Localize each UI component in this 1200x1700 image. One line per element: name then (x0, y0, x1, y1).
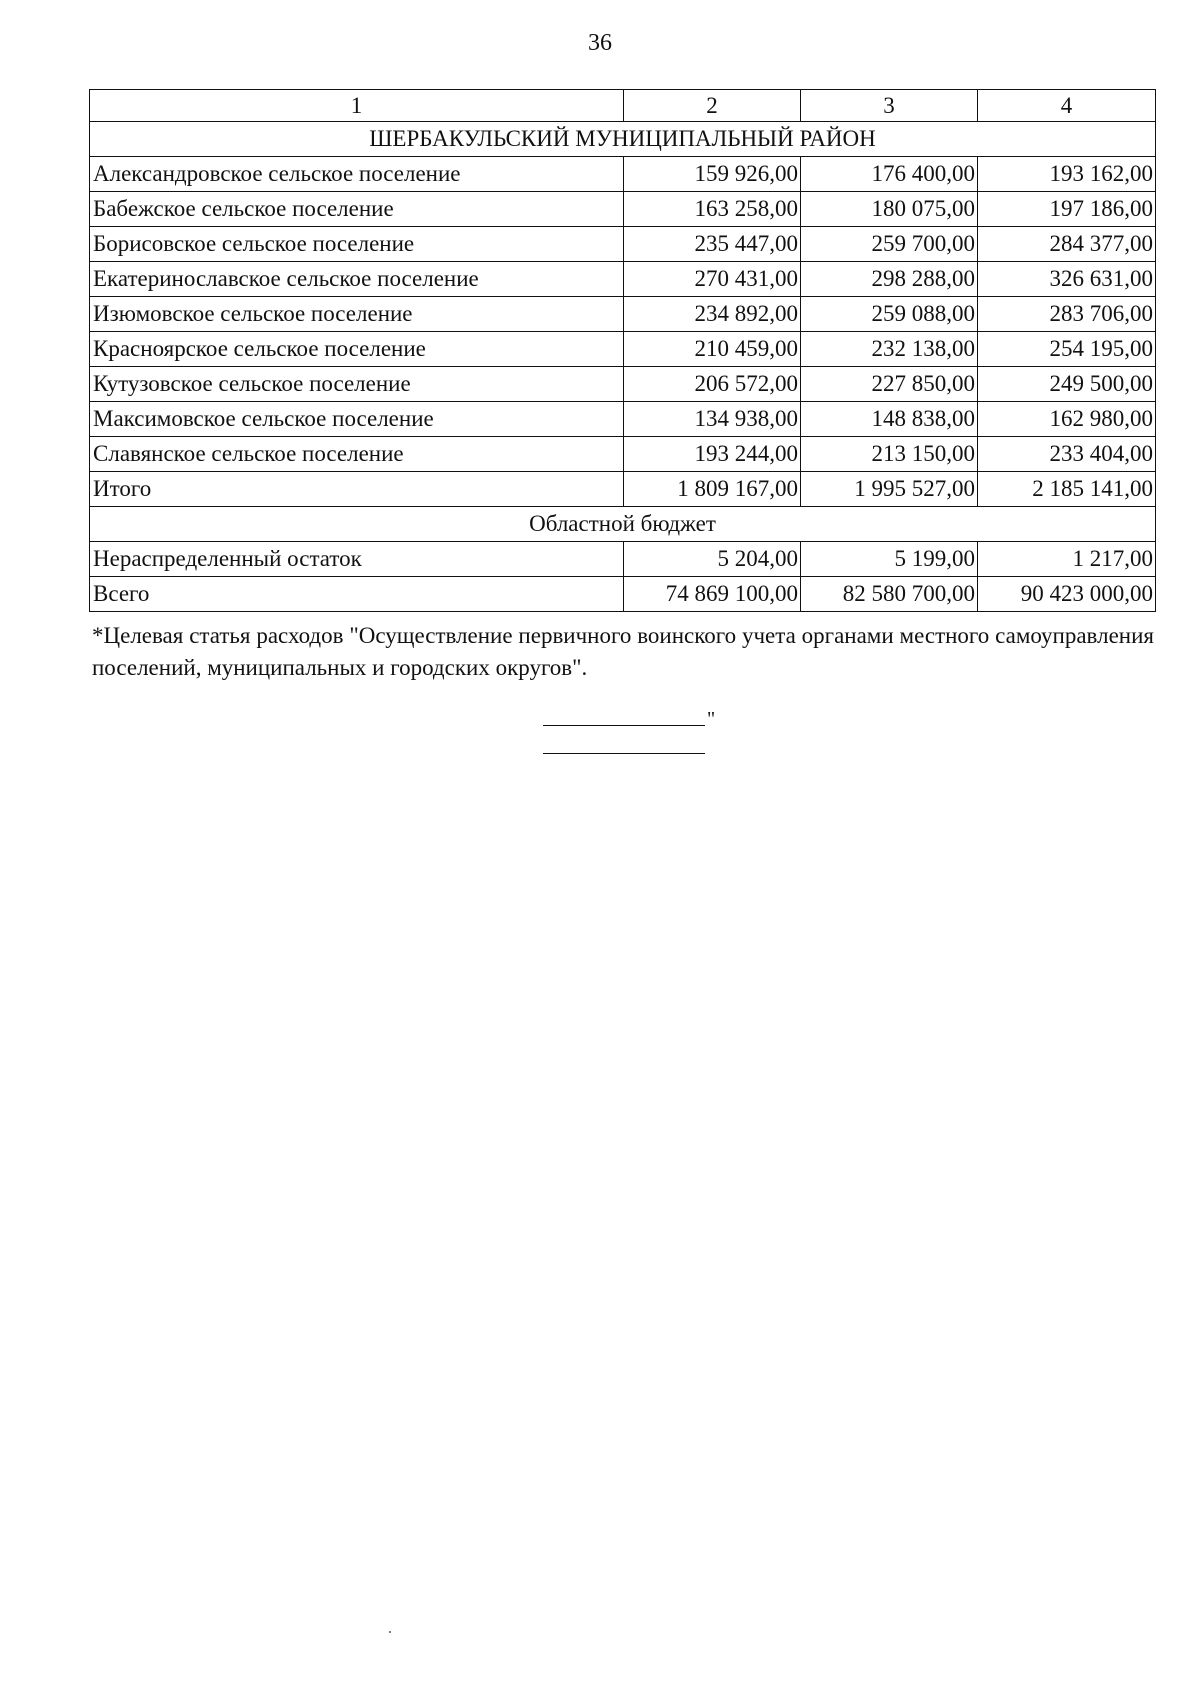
value-cell: 134 938,00 (624, 402, 801, 437)
value-cell: 249 500,00 (978, 367, 1156, 402)
value-cell: 284 377,00 (978, 227, 1156, 262)
settlement-name: Славянское сельское поселение (90, 437, 624, 472)
table-row (90, 192, 1156, 227)
table-row (90, 402, 1156, 437)
subtotal-value: 2 185 141,00 (978, 472, 1156, 507)
remainder-row (90, 542, 1156, 577)
table-row (90, 437, 1156, 472)
district-title: ШЕРБАКУЛЬСКИЙ МУНИЦИПАЛЬНЫЙ РАЙОН (90, 122, 1156, 157)
value-cell: 270 431,00 (624, 262, 801, 297)
table-row (90, 367, 1156, 402)
table-row (90, 332, 1156, 367)
value-cell: 259 700,00 (801, 227, 978, 262)
subtotal-value: 1 809 167,00 (624, 472, 801, 507)
settlement-name: Максимовское сельское поселение (90, 402, 624, 437)
value-cell: 233 404,00 (978, 437, 1156, 472)
budget-table (89, 89, 1156, 612)
total-row (90, 577, 1156, 612)
column-number-1: 1 (90, 90, 624, 122)
district-title-row (90, 122, 1156, 157)
settlement-name: Екатеринославское сельское поселение (90, 262, 624, 297)
value-cell: 227 850,00 (801, 367, 978, 402)
table-row (90, 157, 1156, 192)
value-cell: 232 138,00 (801, 332, 978, 367)
closing-line-upper (543, 725, 705, 726)
value-cell: 197 186,00 (978, 192, 1156, 227)
value-cell: 159 926,00 (624, 157, 801, 192)
total-value: 74 869 100,00 (624, 577, 801, 612)
value-cell: 213 150,00 (801, 437, 978, 472)
regional-budget-row (90, 507, 1156, 542)
value-cell: 176 400,00 (801, 157, 978, 192)
remainder-label: Нераспределенный остаток (90, 542, 624, 577)
footnote: *Целевая статья расходов "Осуществление первичного воинского учета органами местного самоуправления поселений, муниципальных и городских округов". (92, 623, 1154, 680)
remainder-value: 5 204,00 (624, 542, 801, 577)
settlement-name: Изюмовское сельское поселение (90, 297, 624, 332)
value-cell: 235 447,00 (624, 227, 801, 262)
subtotal-value: 1 995 527,00 (801, 472, 978, 507)
column-number-2: 2 (624, 90, 801, 122)
column-number-3: 3 (801, 90, 978, 122)
value-cell: 180 075,00 (801, 192, 978, 227)
value-cell: 210 459,00 (624, 332, 801, 367)
settlement-name: Бабежское сельское поселение (90, 192, 624, 227)
total-value: 82 580 700,00 (801, 577, 978, 612)
value-cell: 162 980,00 (978, 402, 1156, 437)
total-label: Всего (90, 577, 624, 612)
table-row (90, 297, 1156, 332)
value-cell: 163 258,00 (624, 192, 801, 227)
settlement-name: Красноярское сельское поселение (90, 332, 624, 367)
value-cell: 283 706,00 (978, 297, 1156, 332)
value-cell: 298 288,00 (801, 262, 978, 297)
settlement-name: Кутузовское сельское поселение (90, 367, 624, 402)
value-cell: 259 088,00 (801, 297, 978, 332)
value-cell: 193 162,00 (978, 157, 1156, 192)
subtotal-row (90, 472, 1156, 507)
scan-speck (389, 1631, 391, 1633)
remainder-value: 5 199,00 (801, 542, 978, 577)
closing-line-lower (543, 753, 705, 754)
column-number-4: 4 (978, 90, 1156, 122)
value-cell: 193 244,00 (624, 437, 801, 472)
value-cell: 326 631,00 (978, 262, 1156, 297)
total-value: 90 423 000,00 (978, 577, 1156, 612)
value-cell: 148 838,00 (801, 402, 978, 437)
settlement-name: Александровское сельское поселение (90, 157, 624, 192)
settlement-name: Борисовское сельское поселение (90, 227, 624, 262)
table-row (90, 262, 1156, 297)
remainder-value: 1 217,00 (978, 542, 1156, 577)
table-row (90, 227, 1156, 262)
closing-quote: " (707, 708, 716, 730)
regional-budget-title: Областной бюджет (90, 507, 1156, 542)
value-cell: 254 195,00 (978, 332, 1156, 367)
page-number: 36 (588, 30, 612, 56)
value-cell: 206 572,00 (624, 367, 801, 402)
subtotal-label: Итого (90, 472, 624, 507)
column-number-row (90, 90, 1156, 122)
value-cell: 234 892,00 (624, 297, 801, 332)
